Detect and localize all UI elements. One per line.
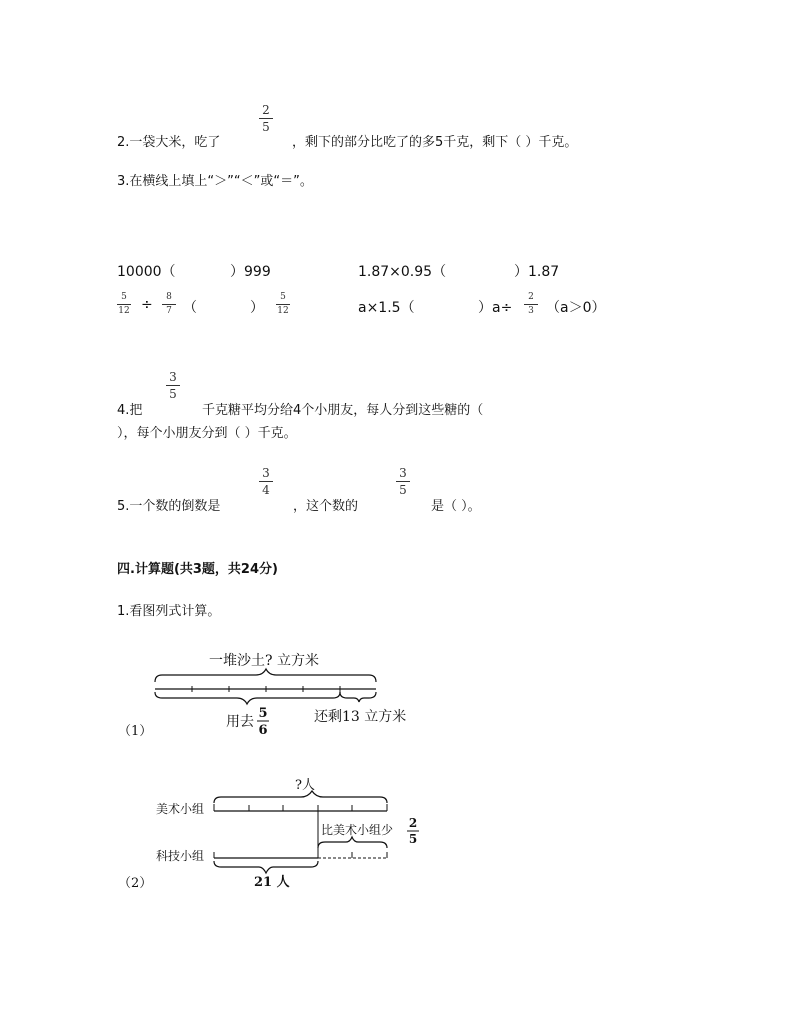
diagram1-top-brace <box>155 669 376 682</box>
diagram2-less-numerator: 2 <box>408 816 418 830</box>
diagram1-left-label: 还剩13 立方米 <box>314 709 407 725</box>
diagram2-bottom-brace <box>214 861 318 873</box>
diagram2-bottom-label: 21 人 <box>254 875 290 890</box>
q3-row2-close-paren: ） <box>250 300 264 316</box>
diagram2-less-brace <box>318 837 387 848</box>
q4-line1-start <box>117 399 142 418</box>
fraction-bar <box>524 304 538 305</box>
q3-line <box>117 170 313 189</box>
diagram2-less-denominator: 5 <box>408 832 418 846</box>
q3-row2-right-a: a×1.5（ <box>358 300 415 316</box>
fraction-bar <box>166 385 180 386</box>
fraction-bar <box>276 304 290 305</box>
diagram1-used-numerator: 5 <box>258 706 268 721</box>
q3-row2-fraction-2 <box>162 293 176 316</box>
c1-text: 看图列式计算。 <box>129 604 221 619</box>
denominator: 5 <box>169 387 177 401</box>
diagram1-used-brace <box>155 692 340 704</box>
q5-number: 5. <box>117 499 130 514</box>
q2-line <box>117 131 220 150</box>
diagram1-top-label: 一堆沙土? 立方米 <box>209 653 319 669</box>
q3-row2-right-c: （a＞0） <box>546 300 606 316</box>
fraction-bar <box>162 304 176 305</box>
numerator: 3 <box>399 466 407 480</box>
c1-line <box>117 600 220 619</box>
fraction-bar <box>259 481 273 482</box>
q5-line-start <box>117 495 220 514</box>
numerator: 5 <box>121 292 127 302</box>
q3-row2-open-paren: （ <box>183 300 197 316</box>
q2-fraction-denominator: 5 <box>262 120 270 134</box>
numerator: 3 <box>262 466 270 480</box>
numerator: 8 <box>166 292 172 302</box>
q5-text-before: 一个数的倒数是 <box>129 499 221 514</box>
q4-number: 4. <box>117 403 130 418</box>
fraction-bar <box>396 481 410 482</box>
denominator: 5 <box>399 483 407 497</box>
q3-row1-right-a: 1.87×0.95（ <box>358 264 447 280</box>
diagram1-used-label: 用去 <box>226 714 254 730</box>
diagram-1 <box>118 640 418 750</box>
denominator: 4 <box>262 483 270 497</box>
numerator: 2 <box>528 292 534 302</box>
diagram2-row2-dashed-ticks <box>352 852 387 858</box>
q3-row1-left-b: ）999 <box>230 264 271 280</box>
q4-line2: ），每个小朋友分到（ ）千克。 <box>117 426 297 441</box>
diagram-2 <box>118 772 418 892</box>
q3-row2-right-fraction <box>524 293 538 316</box>
diagram1-left-brace <box>340 692 376 702</box>
q4-text-after: 千克糖平均分给4个小朋友，每人分到这些糖的（ <box>202 403 484 418</box>
diagram2-row1-ticks <box>214 804 387 811</box>
diagram2-label-no: （2） <box>118 876 153 891</box>
fraction-bar <box>117 304 131 305</box>
denominator: 12 <box>118 306 130 316</box>
c1-number: 1. <box>117 604 130 619</box>
diagram2-row2-label: 科技小组 <box>156 849 205 863</box>
q4-text-before: 把 <box>129 403 143 418</box>
q3-row2-divide-sign: ÷ <box>141 297 153 313</box>
section-heading: 四.计算题(共3题，共24分) <box>117 562 278 577</box>
q5-fraction-2 <box>396 467 410 496</box>
q5-fraction-1 <box>259 467 273 496</box>
diagram1-used-denominator: 6 <box>258 723 268 738</box>
diagram1-label-no: （1） <box>118 724 153 739</box>
q3-row2-fraction-1 <box>117 293 131 316</box>
q3-row1-right-b: ）1.87 <box>514 264 560 280</box>
q2-fraction <box>259 104 273 133</box>
q3-row1-left-a: 10000（ <box>117 264 176 280</box>
numerator: 3 <box>169 370 177 384</box>
q2-fraction-numerator: 2 <box>262 103 270 117</box>
q5-text-after: 是（ ）。 <box>431 499 481 514</box>
fraction-bar <box>259 118 273 119</box>
q3-row2-fraction-3 <box>276 293 290 316</box>
q3-text: 在横线上填上“＞”“＜”或“＝”。 <box>129 174 313 189</box>
q4-fraction <box>166 371 180 400</box>
q3-row2-right-b: ）a÷ <box>478 300 513 316</box>
diagram2-less-label: 比美术小组少 <box>321 823 394 837</box>
diagram2-row1-label: 美术小组 <box>156 802 205 816</box>
denominator: 3 <box>528 306 534 316</box>
q5-text-mid: ，这个数的 <box>293 499 359 514</box>
q2-text-before: 一袋大米，吃了 <box>129 135 221 150</box>
denominator: 12 <box>277 306 289 316</box>
denominator: 7 <box>166 306 172 316</box>
q3-number: 3. <box>117 174 130 189</box>
numerator: 5 <box>280 292 286 302</box>
q2-number: 2. <box>117 135 130 150</box>
diagram2-top-label: ?人 <box>295 778 315 793</box>
q2-text-after: ，剩下的部分比吃了的多5千克，剩下（ ）千克。 <box>292 135 578 150</box>
